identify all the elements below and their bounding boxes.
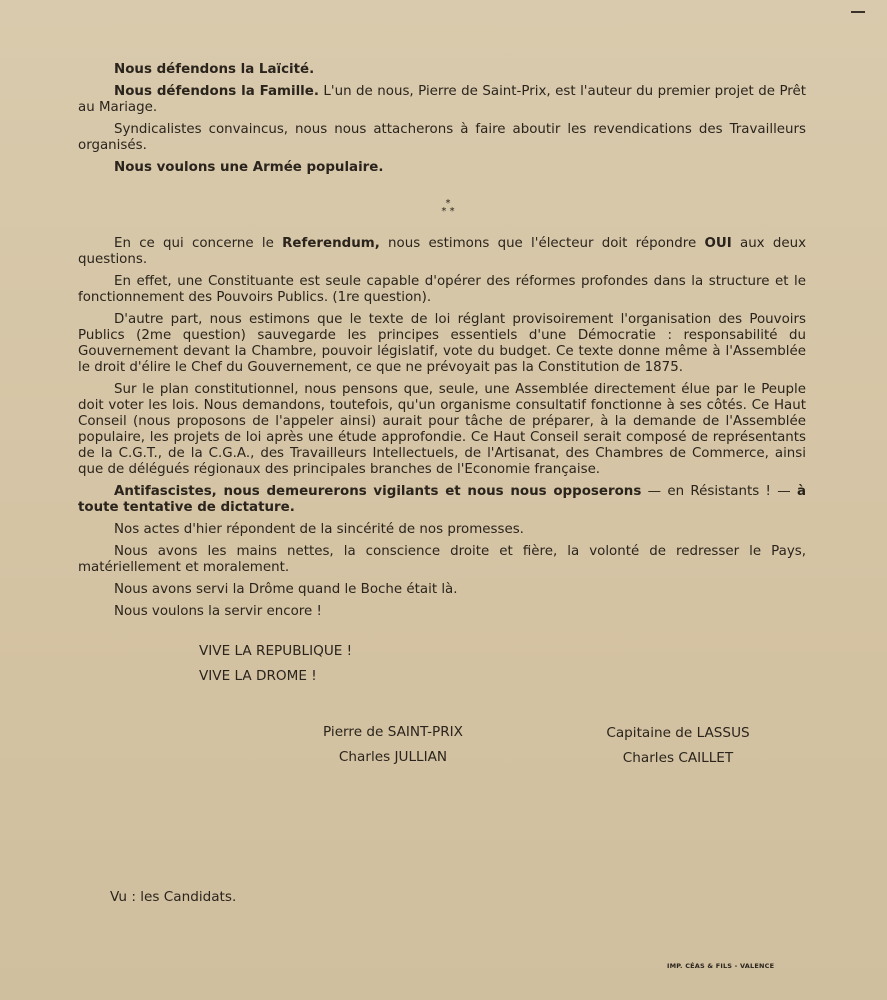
vu-candidats: Vu : les Candidats.: [110, 889, 237, 905]
paragraph-actes: Nos actes d'hier répondent de la sincérité de nos promesses.: [114, 522, 524, 537]
signature-caillet: Charles CAILLET: [622, 750, 734, 766]
paragraph-drome: Nous avons servi la Drôme quand le Boche était là.: [114, 582, 458, 597]
paragraph-armee: Nous voulons une Armée populaire.: [114, 160, 384, 175]
printer-imprint: IMP. CÉAS & FILS - VALENCE: [667, 962, 775, 970]
signature-saint-prix: Pierre de SAINT-PRIX: [323, 724, 463, 740]
signature-lassus: Capitaine de LASSUS: [606, 725, 750, 741]
signature-jullian: Charles JULLIAN: [338, 749, 448, 765]
paragraph-famille: Nous défendons la Famille. L'un de nous, Pierre de Saint-Prix, est l'auteur du premier projet de Prêt au Mariage.: [78, 84, 806, 115]
paragraph-referendum: En ce qui concerne le Referendum, nous estimons que l'électeur doit répondre OUI aux deux questions.: [78, 236, 807, 267]
referendum-section: [78, 236, 806, 626]
slogans: [199, 639, 352, 689]
paragraph-pouvoirs-publics: D'autre part, nous estimons que le texte de loi réglant provisoirement l'organisation des Pouvoirs Publics (2me question) sauvegarde les principes essentiels d'une Démocratie : responsabilité du Gouvernement devant la Chambre, pouvoir législatif, vote du budget. Ce texte donne même à l'Assemblée le droit d'élire le Chef du Gouvernement, ce que ne prévoyait pas la Constitution de 1875.: [78, 312, 806, 375]
paragraph-syndicalistes: Syndicalistes convaincus, nous nous attacherons à faire aboutir les revendications des Travailleurs organisés.: [78, 122, 806, 153]
paragraph-laicite: Nous défendons la Laïcité.: [114, 62, 315, 77]
top-paragraphs: [78, 62, 806, 182]
edge-mark: [851, 11, 865, 13]
slogan-republique: VIVE LA REPUBLIQUE !: [199, 643, 353, 659]
paragraph-antifascistes: Antifascistes, nous demeurerons vigilants et nous nous opposerons — en Résistants ! — à toute tentative de dictature.: [78, 484, 806, 515]
asterism: * * *: [441, 198, 455, 217]
slogan-drome: VIVE LA DROME !: [199, 668, 317, 684]
paragraph-servir: Nous voulons la servir encore !: [114, 604, 322, 619]
paragraph-mains-nettes: Nous avons les mains nettes, la conscience droite et fière, la volonté de redresser le Pays, matériellement et moralement.: [78, 544, 806, 575]
signatures-left: [308, 720, 478, 770]
signatures-right: [596, 721, 760, 771]
paragraph-constituante: En effet, une Constituante est seule capable d'opérer des réformes profondes dans la structure et le fonctionnement des Pouvoirs Publics. (1re question).: [78, 274, 806, 305]
paragraph-haut-conseil: Sur le plan constitutionnel, nous pensons que, seule, une Assemblée directement élue par le Peuple doit voter les lois. Nous demandons, toutefois, qu'un organisme consultatif fonctionne à ses côtés. Ce Haut Conseil (nous proposons de l'appeler ainsi) aurait pour tâche de préparer, à la demande de l'Assemblée populaire, les projets de loi après une étude approfondie. Ce Haut Conseil serait composé de représentants de la C.G.T., de la C.G.A., des Travailleurs Intellectuels, de l'Artisanat, des Chambres de Commerce, ainsi que de délégués régionaux des principales branches de l'Economie française.: [78, 382, 806, 477]
